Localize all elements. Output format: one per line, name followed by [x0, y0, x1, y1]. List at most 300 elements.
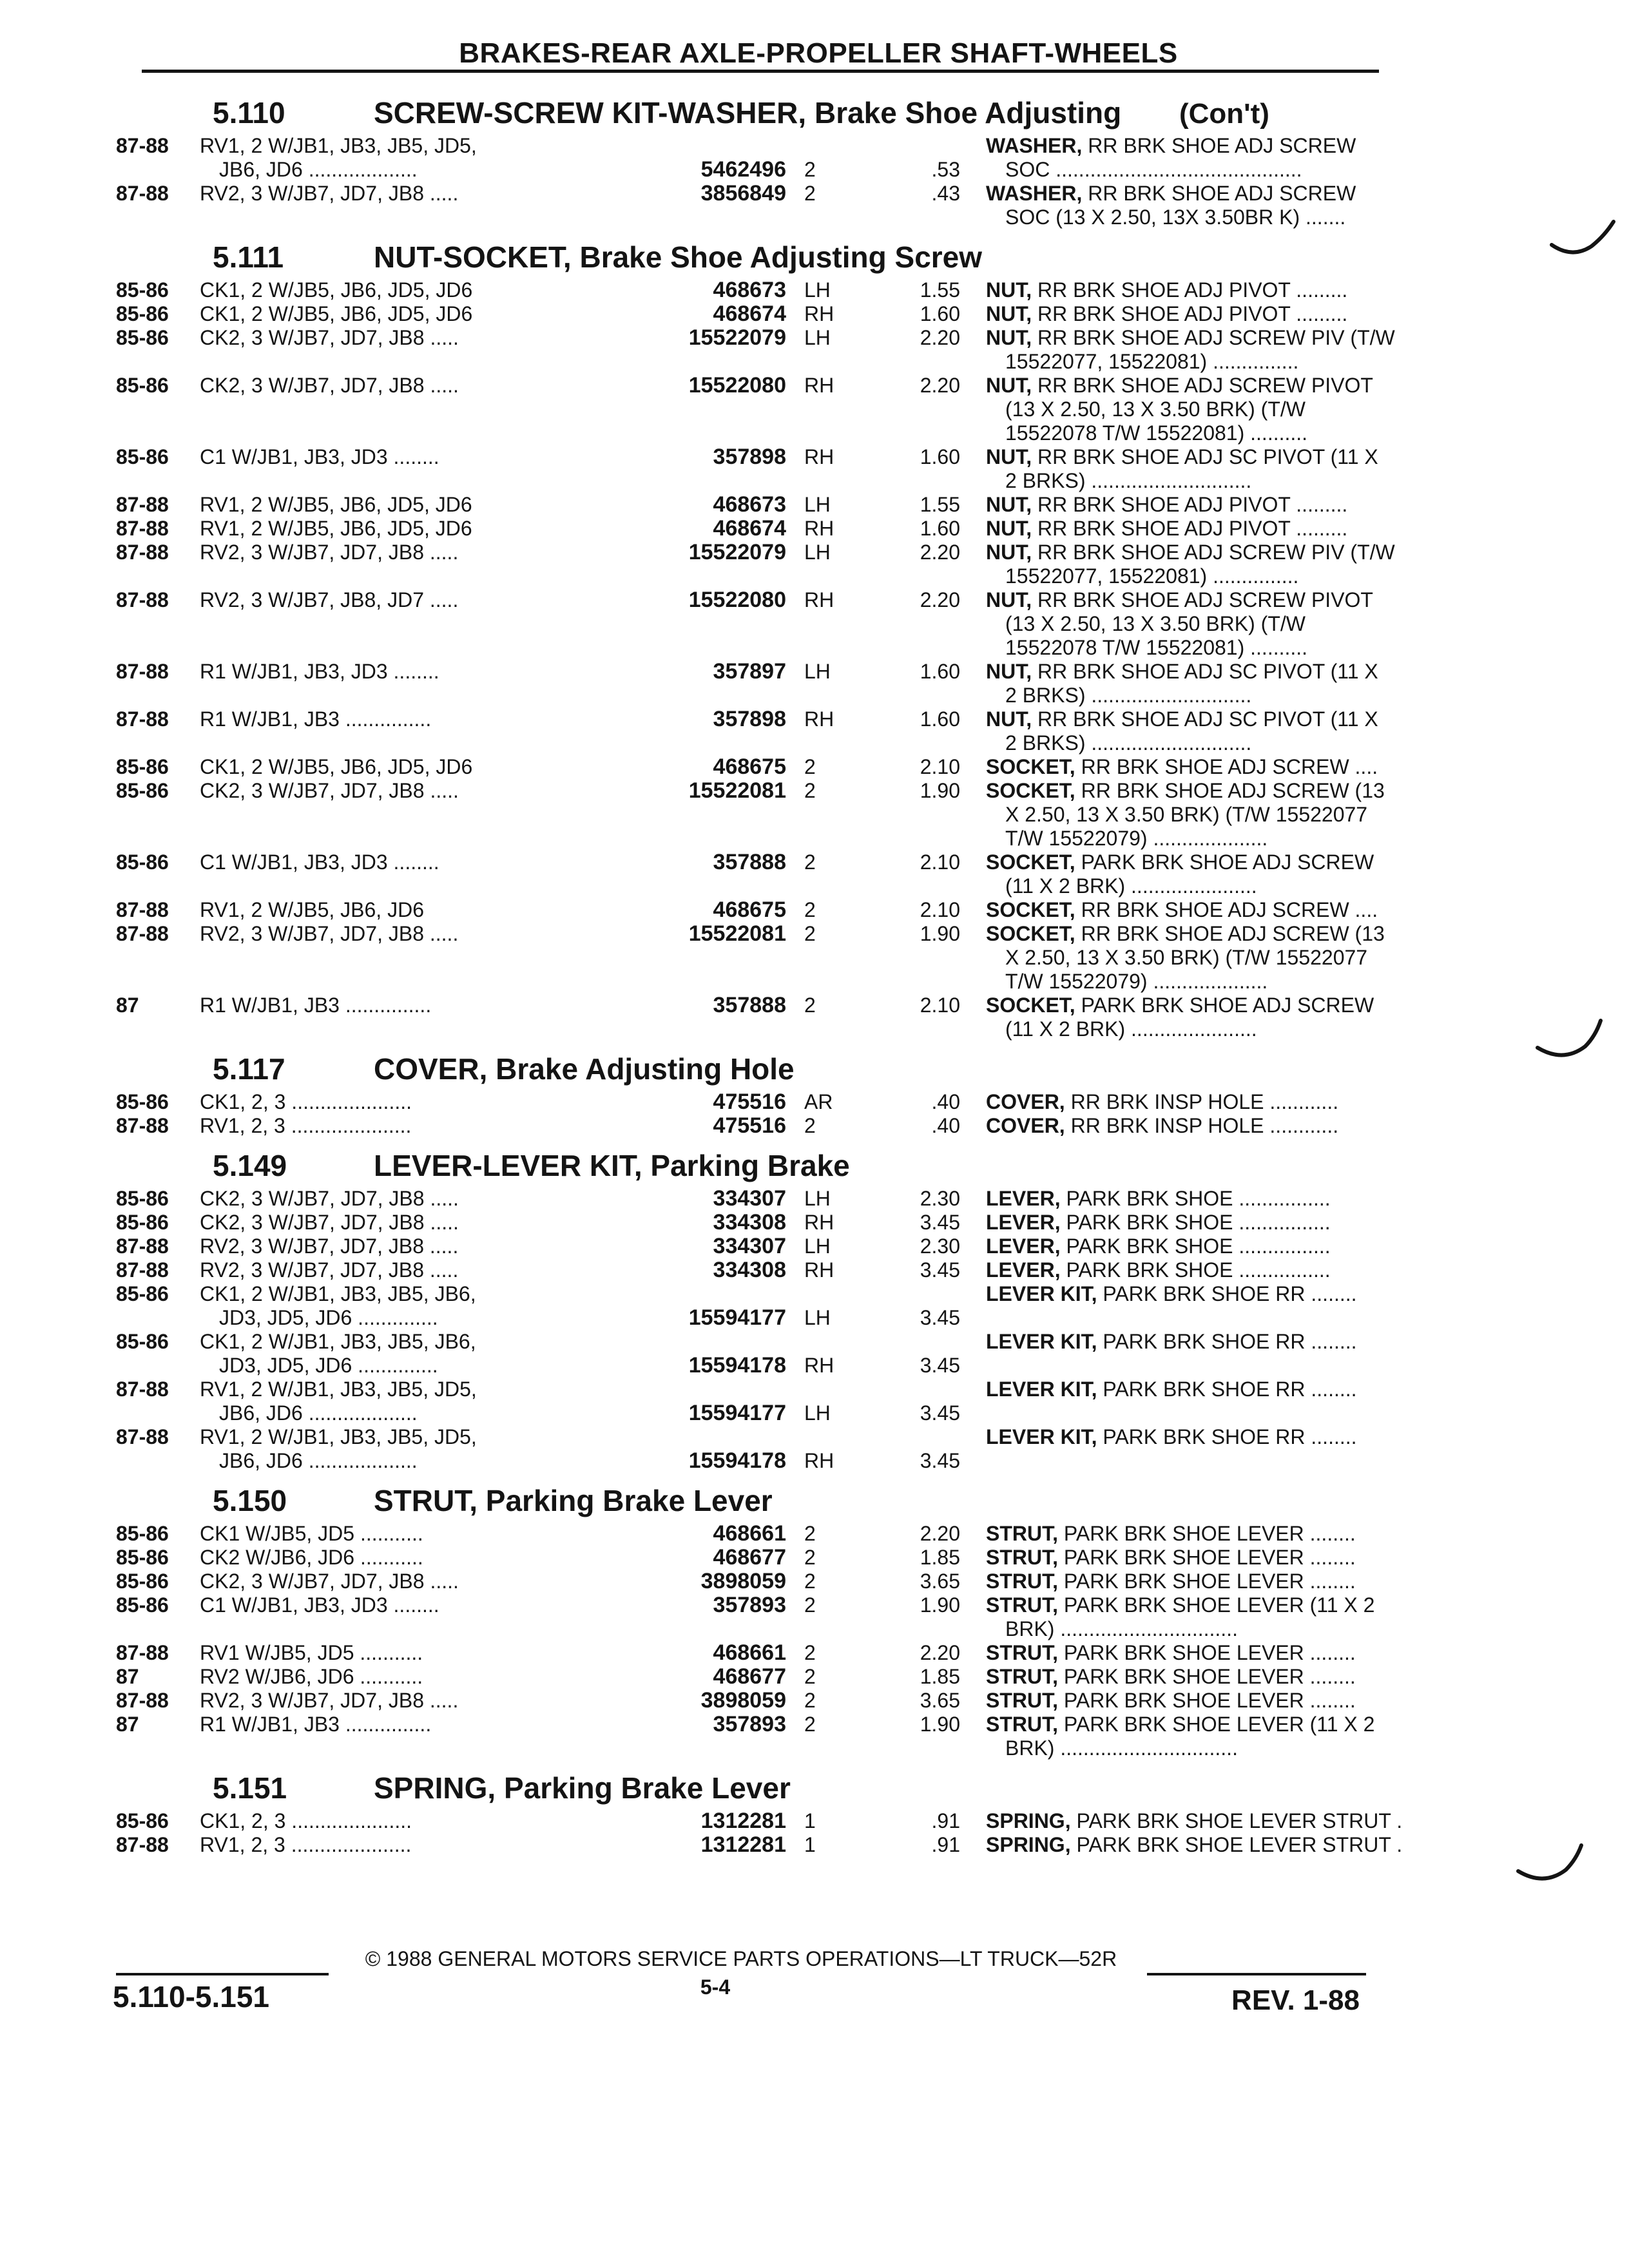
- description-line: [986, 541, 1450, 564]
- quantity: LH: [804, 278, 831, 302]
- part-number: 468661: [713, 1521, 786, 1546]
- quantity: 2: [804, 1114, 816, 1137]
- price: 1.60: [920, 302, 960, 325]
- part-row: [116, 1114, 1379, 1138]
- description-keyword: LEVER,: [986, 1211, 1061, 1234]
- section-title-main: COVER,: [374, 1052, 488, 1086]
- description-keyword: STRUT,: [986, 1593, 1058, 1617]
- part-description: [986, 1090, 1450, 1114]
- description-line: [986, 1522, 1450, 1546]
- description-text: PARK BRK SHOE LEVER ........: [1063, 1641, 1356, 1664]
- description-line: [986, 517, 1450, 541]
- quantity: RH: [804, 1258, 834, 1282]
- part-row: [116, 898, 1379, 922]
- part-number: 468677: [713, 1545, 786, 1570]
- price: 3.45: [920, 1401, 960, 1425]
- section-continued: (Con't): [1179, 98, 1269, 130]
- description-keyword: NUT,: [986, 588, 1032, 611]
- description-line: X 2.50, 13 X 3.50 BRK) (T/W 15522077: [1005, 946, 1368, 969]
- part-number: 468674: [713, 516, 786, 541]
- description-keyword: STRUT,: [986, 1689, 1058, 1712]
- description-keyword: NUT,: [986, 517, 1032, 540]
- description-keyword: NUT,: [986, 374, 1032, 397]
- section-number: 5.117: [213, 1052, 285, 1086]
- part-description: [986, 541, 1450, 588]
- price: 1.90: [920, 922, 960, 945]
- model-year: 85-86: [116, 1187, 169, 1210]
- description-keyword: LEVER KIT,: [986, 1378, 1097, 1401]
- description-keyword: SOCKET,: [986, 898, 1075, 921]
- quantity: LH: [804, 1235, 831, 1258]
- model-year: 85-86: [116, 445, 169, 468]
- model-year: 85-86: [116, 1570, 169, 1593]
- quantity: 2: [804, 158, 816, 181]
- model-line: CK2, 3 W/JB7, JD7, JB8 .....: [200, 779, 459, 802]
- model-line: RV2, 3 W/JB7, JD7, JB8 .....: [200, 922, 459, 945]
- description-line: SOC (13 X 2.50, 13X 3.50BR K) .......: [1005, 206, 1346, 229]
- description-text: PARK BRK SHOE ................: [1066, 1187, 1331, 1210]
- part-number: 468674: [713, 302, 786, 326]
- part-number: 1312281: [700, 1809, 786, 1833]
- quantity: 2: [804, 1713, 816, 1736]
- description-keyword: LEVER KIT,: [986, 1425, 1097, 1448]
- model-line: CK1 W/JB5, JD5 ...........: [200, 1522, 423, 1545]
- model-year: 87-88: [116, 1258, 169, 1282]
- model-line: CK1, 2 W/JB1, JB3, JB5, JB6,: [200, 1282, 476, 1305]
- model-line: CK2, 3 W/JB7, JD7, JB8 .....: [200, 374, 459, 397]
- model-year: 85-86: [116, 1546, 169, 1569]
- quantity: 2: [804, 922, 816, 945]
- quantity: 2: [804, 1570, 816, 1593]
- model-year: 85-86: [116, 779, 169, 802]
- section-title-main: SPRING,: [374, 1771, 496, 1805]
- part-number: 357898: [713, 707, 786, 731]
- section-heading: [116, 1482, 1379, 1522]
- section-heading: [116, 1050, 1379, 1090]
- part-number: 468677: [713, 1664, 786, 1689]
- description-text: PARK BRK SHOE ................: [1066, 1258, 1331, 1282]
- quantity: LH: [804, 1187, 831, 1210]
- description-keyword: NUT,: [986, 493, 1032, 516]
- model-year: 85-86: [116, 278, 169, 302]
- description-text: PARK BRK SHOE ADJ SCREW: [1081, 850, 1374, 874]
- part-description: [986, 1641, 1450, 1665]
- part-description: [986, 445, 1450, 493]
- description-line: X 2.50, 13 X 3.50 BRK) (T/W 15522077: [1005, 803, 1368, 826]
- price: 2.30: [920, 1187, 960, 1210]
- model-line: RV1, 2 W/JB5, JB6, JD5, JD6: [200, 517, 472, 540]
- description-text: RR BRK SHOE ADJ SCREW PIV (T/W: [1037, 326, 1395, 349]
- description-line: [986, 326, 1450, 350]
- quantity: LH: [804, 1401, 831, 1425]
- description-keyword: NUT,: [986, 445, 1032, 468]
- quantity: AR: [804, 1090, 833, 1113]
- part-description: [986, 922, 1450, 994]
- model-line: RV2, 3 W/JB7, JB8, JD7 .....: [200, 588, 459, 611]
- price: .40: [931, 1090, 960, 1113]
- part-description: [986, 1546, 1450, 1570]
- model-line: JB6, JD6 ...................: [219, 1449, 418, 1472]
- description-text: RR BRK SHOE ADJ PIVOT .........: [1037, 517, 1348, 540]
- footer-rule-left: [116, 1973, 329, 1975]
- description-line: [986, 1593, 1450, 1617]
- model-year: 87-88: [116, 898, 169, 921]
- section-title: [374, 1148, 850, 1183]
- model-line: CK2, 3 W/JB7, JD7, JB8 .....: [200, 326, 459, 349]
- description-text: PARK BRK SHOE ADJ SCREW: [1081, 994, 1374, 1017]
- price: .91: [931, 1833, 960, 1856]
- model-line: RV2, 3 W/JB7, JD7, JB8 .....: [200, 182, 459, 205]
- part-description: [986, 1187, 1450, 1211]
- part-description: [986, 994, 1450, 1041]
- section-heading: [116, 94, 1379, 134]
- part-number: 15594177: [688, 1401, 786, 1425]
- part-row: [116, 1713, 1379, 1760]
- description-text: RR BRK SHOE ADJ SC PIVOT (11 X: [1037, 660, 1378, 683]
- price: .43: [931, 182, 960, 205]
- part-number: 1312281: [700, 1832, 786, 1857]
- description-line: [986, 755, 1450, 779]
- quantity: 2: [804, 1522, 816, 1545]
- description-keyword: LEVER KIT,: [986, 1282, 1097, 1305]
- description-text: PARK BRK SHOE LEVER STRUT .: [1076, 1833, 1403, 1856]
- price: 1.90: [920, 1713, 960, 1736]
- footer-copyright: © 1988 GENERAL MOTORS SERVICE PARTS OPERATIONS—LT TRUCK—52R: [365, 1947, 1117, 1970]
- description-line: [986, 1425, 1450, 1449]
- model-line: CK2 W/JB6, JD6 ...........: [200, 1546, 423, 1569]
- part-description: [986, 588, 1450, 660]
- description-keyword: SPRING,: [986, 1809, 1071, 1832]
- description-text: PARK BRK SHOE RR ........: [1103, 1282, 1357, 1305]
- model-year: 87-88: [116, 1641, 169, 1664]
- part-number: 3898059: [700, 1688, 786, 1713]
- quantity: 1: [804, 1809, 816, 1832]
- section-title-main: NUT-SOCKET,: [374, 240, 572, 274]
- section-title-sub: Parking Brake Lever: [485, 1484, 773, 1517]
- quantity: RH: [804, 445, 834, 468]
- model-year: 85-86: [116, 755, 169, 778]
- description-line: [986, 994, 1450, 1017]
- part-row: [116, 302, 1379, 326]
- part-row: [116, 517, 1379, 541]
- part-row: [116, 850, 1379, 898]
- price: 3.45: [920, 1449, 960, 1472]
- description-text: RR BRK SHOE ADJ SCREW (13: [1081, 922, 1385, 945]
- quantity: 2: [804, 182, 816, 205]
- part-description: [986, 278, 1450, 302]
- model-year: 87-88: [116, 517, 169, 540]
- price: 1.60: [920, 445, 960, 468]
- section-title-sub: Parking Brake: [650, 1149, 850, 1182]
- part-number: 15522079: [688, 325, 786, 350]
- description-line: [986, 1378, 1450, 1401]
- part-row: [116, 325, 1395, 374]
- handwritten-check-mark: [1547, 219, 1617, 264]
- description-line: 2 BRKS) ............................: [1005, 684, 1252, 707]
- part-row: [116, 1378, 1379, 1425]
- description-keyword: NUT,: [986, 278, 1032, 302]
- part-description: [986, 182, 1450, 229]
- description-line: [986, 1090, 1450, 1114]
- part-number: 15522080: [688, 588, 786, 612]
- model-year: 87: [116, 994, 139, 1017]
- model-line: CK2, 3 W/JB7, JD7, JB8 .....: [200, 1211, 459, 1234]
- description-line: (13 X 2.50, 13 X 3.50 BRK) (T/W: [1005, 612, 1306, 635]
- model-year: 85-86: [116, 1593, 169, 1617]
- price: 1.90: [920, 1593, 960, 1617]
- part-number: 357897: [713, 659, 786, 684]
- part-number: 15594177: [688, 1305, 786, 1330]
- model-year: 85-86: [116, 1211, 169, 1234]
- price: 1.55: [920, 278, 960, 302]
- model-line: RV1, 2 W/JB5, JB6, JD5, JD6: [200, 493, 472, 516]
- description-text: RR BRK SHOE ADJ SCREW (13: [1081, 779, 1385, 802]
- quantity: RH: [804, 517, 834, 540]
- quantity: 2: [804, 1641, 816, 1664]
- quantity: 2: [804, 779, 816, 802]
- description-line: [986, 445, 1450, 469]
- description-line: [986, 779, 1450, 803]
- model-year: 87-88: [116, 707, 169, 731]
- model-line: RV2 W/JB6, JD6 ...........: [200, 1665, 423, 1688]
- parts-listing: [116, 85, 1403, 1857]
- description-keyword: LEVER,: [986, 1187, 1061, 1210]
- description-line: [986, 374, 1450, 398]
- part-number: 357888: [713, 993, 786, 1017]
- description-keyword: NUT,: [986, 326, 1032, 349]
- description-line: [986, 1570, 1450, 1593]
- model-line: CK2, 3 W/JB7, JD7, JB8 .....: [200, 1187, 459, 1210]
- price: 2.10: [920, 898, 960, 921]
- part-row: [116, 182, 1379, 229]
- part-description: [986, 755, 1450, 779]
- price: 3.45: [920, 1211, 960, 1234]
- quantity: LH: [804, 326, 831, 349]
- quantity: 1: [804, 1833, 816, 1856]
- part-row: [116, 778, 1385, 850]
- description-keyword: SPRING,: [986, 1833, 1071, 1856]
- quantity: LH: [804, 541, 831, 564]
- description-line: (13 X 2.50, 13 X 3.50 BRK) (T/W: [1005, 398, 1306, 421]
- part-number: 357888: [713, 850, 786, 874]
- model-line: JD3, JD5, JD6 ..............: [219, 1306, 438, 1329]
- description-line: (11 X 2 BRK) ......................: [1005, 1017, 1257, 1041]
- model-line: RV1, 2 W/JB1, JB3, JB5, JD5,: [200, 134, 477, 157]
- part-number: 3898059: [700, 1569, 786, 1593]
- description-line: BRK) ...............................: [1005, 1736, 1238, 1760]
- description-text: RR BRK SHOE ADJ SCREW ....: [1081, 755, 1378, 778]
- section-heading: [116, 238, 1379, 278]
- description-keyword: NUT,: [986, 660, 1032, 683]
- description-text: RR BRK INSP HOLE ............: [1070, 1114, 1339, 1137]
- description-keyword: COVER,: [986, 1090, 1065, 1113]
- description-keyword: LEVER KIT,: [986, 1330, 1097, 1353]
- model-year: 87-88: [116, 1833, 169, 1856]
- model-line: C1 W/JB1, JB3, JD3 ........: [200, 445, 439, 468]
- description-line: T/W 15522079) ....................: [1005, 827, 1268, 850]
- model-line: RV2, 3 W/JB7, JD7, JB8 .....: [200, 1235, 459, 1258]
- quantity: RH: [804, 707, 834, 731]
- part-description: [986, 850, 1450, 898]
- part-row: [116, 445, 1379, 493]
- description-keyword: STRUT,: [986, 1641, 1058, 1664]
- handwritten-check-mark: [1534, 1018, 1605, 1063]
- description-line: [986, 1665, 1450, 1689]
- quantity: 2: [804, 1593, 816, 1617]
- description-text: PARK BRK SHOE RR ........: [1103, 1425, 1357, 1448]
- section-title: [374, 95, 1121, 130]
- price: .40: [931, 1114, 960, 1137]
- part-row: [116, 374, 1379, 445]
- model-line: CK1, 2 W/JB1, JB3, JB5, JB6,: [200, 1330, 476, 1353]
- price: 2.20: [920, 374, 960, 397]
- description-line: [986, 1187, 1450, 1211]
- description-line: [986, 182, 1450, 206]
- description-line: [986, 898, 1450, 922]
- model-year: 85-86: [116, 850, 169, 874]
- footer-section-range: 5.110-5.151: [113, 1980, 270, 2013]
- description-keyword: STRUT,: [986, 1713, 1058, 1736]
- part-row: [116, 1425, 1379, 1473]
- model-year: 87-88: [116, 1689, 169, 1712]
- model-line: CK1, 2, 3 .....................: [200, 1090, 412, 1113]
- quantity: RH: [804, 374, 834, 397]
- part-description: [986, 374, 1450, 445]
- model-line: RV1, 2, 3 .....................: [200, 1833, 412, 1856]
- model-year: 85-86: [116, 302, 169, 325]
- description-line: 15522078 T/W 15522081) ..........: [1005, 421, 1308, 445]
- description-keyword: SOCKET,: [986, 850, 1075, 874]
- description-text: RR BRK SHOE ADJ PIVOT .........: [1037, 302, 1348, 325]
- quantity: LH: [804, 660, 831, 683]
- model-year: 87-88: [116, 182, 169, 205]
- part-description: [986, 1593, 1450, 1641]
- model-year: 87-88: [116, 660, 169, 683]
- description-line: [986, 1258, 1450, 1282]
- description-line: [986, 1809, 1450, 1833]
- part-number: 15522081: [688, 778, 786, 803]
- description-text: RR BRK SHOE ADJ SC PIVOT (11 X: [1037, 707, 1378, 731]
- part-description: [986, 1689, 1450, 1713]
- description-keyword: STRUT,: [986, 1522, 1058, 1545]
- description-line: [986, 493, 1450, 517]
- quantity: 2: [804, 1546, 816, 1569]
- part-row: [116, 1258, 1379, 1282]
- part-description: [986, 1522, 1450, 1546]
- description-line: SOC ...........................................: [1005, 158, 1302, 181]
- description-keyword: STRUT,: [986, 1546, 1058, 1569]
- price: .53: [931, 158, 960, 181]
- page-header: BRAKES-REAR AXLE-PROPELLER SHAFT-WHEELS: [459, 37, 1178, 69]
- quantity: RH: [804, 588, 834, 611]
- price: 2.30: [920, 1235, 960, 1258]
- model-line: RV1, 2 W/JB1, JB3, JB5, JD5,: [200, 1425, 477, 1448]
- part-row: [116, 660, 1379, 707]
- quantity: RH: [804, 1354, 834, 1377]
- description-text: PARK BRK SHOE LEVER ........: [1063, 1665, 1356, 1688]
- description-keyword: LEVER,: [986, 1235, 1061, 1258]
- description-line: 15522077, 15522081) ...............: [1005, 350, 1299, 373]
- part-row: [116, 1546, 1379, 1570]
- model-year: 87-88: [116, 1235, 169, 1258]
- section-title-main: STRUT,: [374, 1484, 477, 1517]
- price: .91: [931, 1809, 960, 1832]
- model-year: 87-88: [116, 588, 169, 611]
- quantity: 2: [804, 898, 816, 921]
- description-line: [986, 1114, 1450, 1138]
- part-row: [116, 1689, 1379, 1713]
- quantity: 2: [804, 994, 816, 1017]
- description-line: [986, 922, 1450, 946]
- part-row: [116, 1235, 1379, 1258]
- section-number: 5.110: [213, 96, 285, 130]
- description-text: PARK BRK SHOE RR ........: [1103, 1378, 1357, 1401]
- model-line: JB6, JD6 ...................: [219, 1401, 418, 1425]
- description-text: RR BRK SHOE ADJ SCREW PIVOT: [1037, 588, 1373, 611]
- description-line: BRK) ...............................: [1005, 1617, 1238, 1640]
- description-line: [986, 1713, 1450, 1736]
- part-description: [986, 1258, 1450, 1282]
- description-text: RR BRK SHOE ADJ SCREW: [1088, 134, 1356, 157]
- description-line: [986, 134, 1450, 158]
- part-description: [986, 1425, 1450, 1449]
- description-text: PARK BRK SHOE LEVER (11 X 2: [1063, 1713, 1375, 1736]
- section-title: [374, 240, 982, 274]
- quantity: LH: [804, 1306, 831, 1329]
- price: 3.65: [920, 1570, 960, 1593]
- part-row: [116, 1665, 1379, 1689]
- quantity: RH: [804, 1449, 834, 1472]
- price: 1.60: [920, 707, 960, 731]
- model-line: CK1, 2, 3 .....................: [200, 1809, 412, 1832]
- part-number: 3856849: [700, 181, 786, 206]
- description-text: RR BRK SHOE ADJ PIVOT .........: [1037, 278, 1348, 302]
- model-line: CK1, 2 W/JB5, JB6, JD5, JD6: [200, 755, 473, 778]
- description-line: T/W 15522079) ....................: [1005, 970, 1268, 993]
- description-line: [986, 1689, 1450, 1713]
- part-row: [116, 755, 1379, 779]
- part-number: 357898: [713, 445, 786, 469]
- description-text: PARK BRK SHOE LEVER ........: [1063, 1570, 1356, 1593]
- description-text: PARK BRK SHOE ................: [1066, 1235, 1331, 1258]
- price: 1.60: [920, 517, 960, 540]
- description-line: 15522078 T/W 15522081) ..........: [1005, 636, 1308, 659]
- part-number: 357893: [713, 1712, 786, 1736]
- price: 2.10: [920, 994, 960, 1017]
- description-line: 2 BRKS) ............................: [1005, 469, 1252, 492]
- part-description: [986, 1211, 1450, 1235]
- model-line: R1 W/JB1, JB3 ...............: [200, 994, 432, 1017]
- model-year: 87-88: [116, 134, 169, 157]
- model-year: 85-86: [116, 1090, 169, 1113]
- description-text: RR BRK SHOE ADJ SCREW PIVOT: [1037, 374, 1373, 397]
- part-description: [986, 302, 1450, 326]
- section-number: 5.151: [213, 1771, 287, 1805]
- description-line: (11 X 2 BRK) ......................: [1005, 874, 1257, 898]
- description-text: RR BRK SHOE ADJ PIVOT .........: [1037, 493, 1348, 516]
- section-title-main: SCREW-SCREW KIT-WASHER,: [374, 96, 807, 130]
- description-line: [986, 1211, 1450, 1235]
- part-number: 334308: [713, 1258, 786, 1282]
- section-title-sub: Brake Shoe Adjusting: [814, 96, 1122, 130]
- description-line: 15522077, 15522081) ...............: [1005, 564, 1299, 588]
- part-description: [986, 493, 1450, 517]
- description-text: RR BRK SHOE ADJ SCREW PIV (T/W: [1037, 541, 1395, 564]
- description-text: PARK BRK SHOE LEVER ........: [1063, 1689, 1356, 1712]
- model-year: 85-86: [116, 326, 169, 349]
- price: 2.10: [920, 850, 960, 874]
- price: 3.45: [920, 1306, 960, 1329]
